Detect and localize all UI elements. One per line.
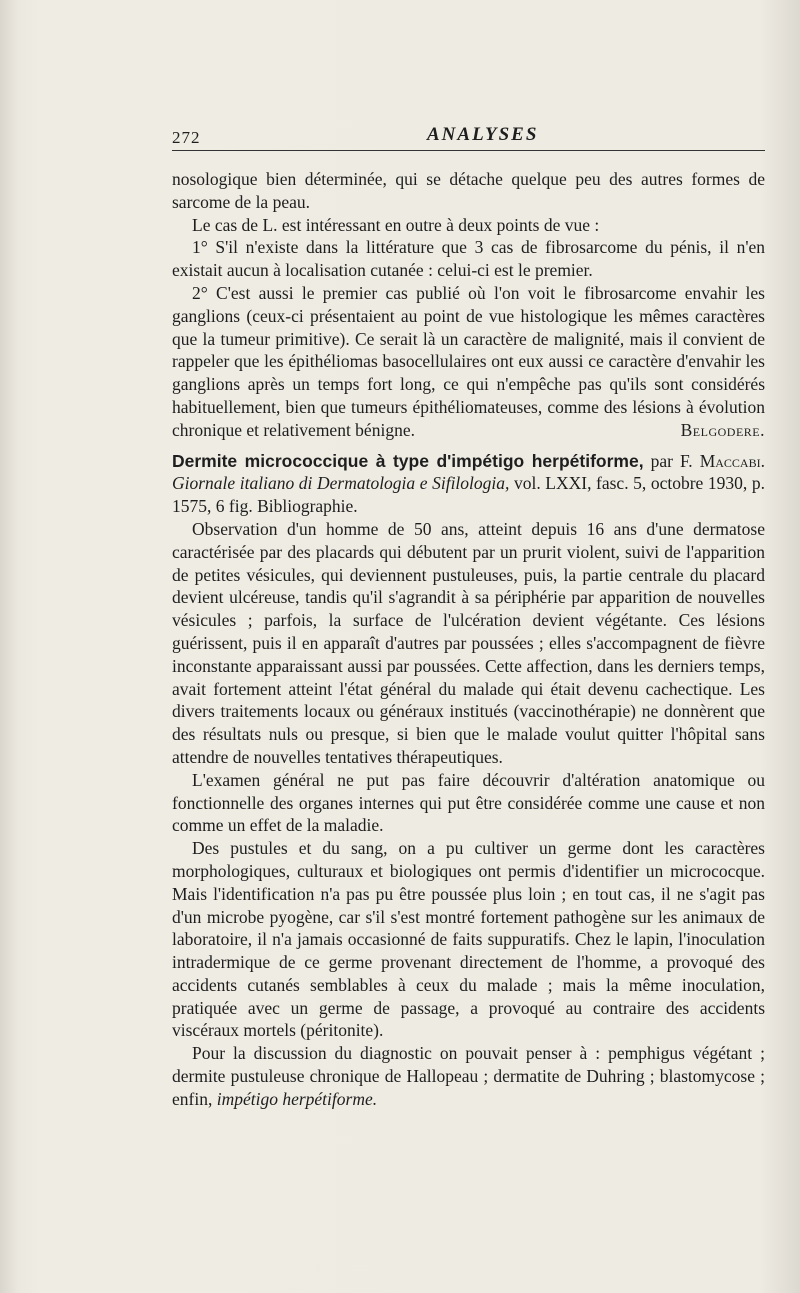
- paragraph: Observation d'un homme de 50 ans, atteint depuis 16 ans d'une dermatose caractérisée par des placards qui débutent par un prurit violent, suivi de l'apparition de petites vésicules, qui deviennent pustuleuses, puis, la partie centrale du placard devient ulcéreuse, tandis qu'il s'agrandit à sa périphérie par apparition de nouvelles vésicules ; parfois, la surface de l'ulcération devient végétante. Ces lésions guérissent, puis il en apparaît d'autres par poussées ; elles s'accompagnent de fièvre inconstante apparaissant aussi par poussées. Cette affection, dans les derniers temps, avait fortement atteint l'état général du malade qui était devenu cachectique. Les divers traitements locaux ou généraux institués (vaccinothérapie) ne donnèrent que des résultats nuls ou presque, si bien que le malade voulut quitter l'hôpital sans attendre de nouvelles tentatives thérapeutiques.: [172, 518, 765, 767]
- article-author: Maccabi.: [699, 450, 765, 471]
- paragraph: [172, 282, 765, 442]
- paragraph: L'examen général ne put pas faire découvrir d'altération anatomique ou fonctionnelle des organes internes qui put être considérée comme une cause et non comme un effet de la maladie.: [172, 769, 765, 836]
- page-number: 272: [172, 128, 201, 147]
- running-title: ANALYSES: [427, 124, 539, 145]
- paragraph: 1° S'il n'existe dans la littérature que 3 cas de fibrosarcome du pénis, il n'en existait aucun à localisation cutanée : celui-ci est le premier.: [172, 237, 765, 281]
- page-body: [172, 168, 765, 1111]
- journal-reference: vol. LXXI, fasc. 5, octobre 1930, p. 1575, 6 fig. Bibliographie.: [172, 473, 765, 517]
- diagnosis-italic: impétigo herpétiforme.: [216, 1088, 378, 1109]
- article-by: par F.: [643, 450, 700, 471]
- paragraph-continuation: nosologique bien déterminée, qui se détache quelque peu des autres formes de sarcome de la peau.: [172, 169, 765, 212]
- paragraph: [172, 1042, 765, 1110]
- signature: Belgodere.: [680, 419, 765, 440]
- paragraph: Des pustules et du sang, on a pu cultiver un germe dont les caractères morphologiques, culturaux et biologiques ont permis d'identifier un micrococque. Mais l'identification n'a pas pu être poussée plus loin ; en tout cas, il ne s'agit pas d'un microbe pyogène, car s'il s'est montré fortement pathogène sur les animaux de laboratoire, il n'a jamais occasionné de faits suppuratifs. Chez le lapin, l'inoculation intradermique de ce germe provenant directement de l'homme, a provoqué des accidents cutanés semblables à ceux du malade ; mais la même inoculation, pratiquée avec un germe de passage, a provoqué au contraire des accidents viscéraux mortels (péritonite).: [172, 838, 765, 1041]
- page-header: [172, 124, 765, 151]
- paragraph: Le cas de L. est intéressant en outre à deux points de vue :: [192, 214, 600, 235]
- journal-name: Giornale italiano di Dermatologia e Sifilologia,: [172, 473, 510, 494]
- paragraph-text: 2° C'est aussi le premier cas publié où l'on voit le fibrosarcome envahir les ganglions (ceux-ci présentaient au point de vue histologique les mêmes caractères que la tumeur primitive). Ce serait là un caractère de malignité, mais il convient de rappeler que les épithéliomas basocellulaires ont eux aussi ce caractère d'envahir les ganglions après un temps fort long, ce qui n'empêche pas qu'ils sont considérés habituellement, bien que tumeurs épithéliomateuses, comme des lésions à évolution chronique et relativement bénigne.: [172, 282, 765, 440]
- article-title: Dermite micrococcique à type d'impétigo herpétiforme,: [172, 450, 644, 471]
- article-heading: [172, 450, 765, 518]
- paragraph-text: Pour la discussion du diagnostic on pouvait penser à : pemphigus végétant ; dermite pustuleuse chronique de Hallopeau ; dermatite de Duhring ; blastomycose ; enfin,: [172, 1043, 765, 1109]
